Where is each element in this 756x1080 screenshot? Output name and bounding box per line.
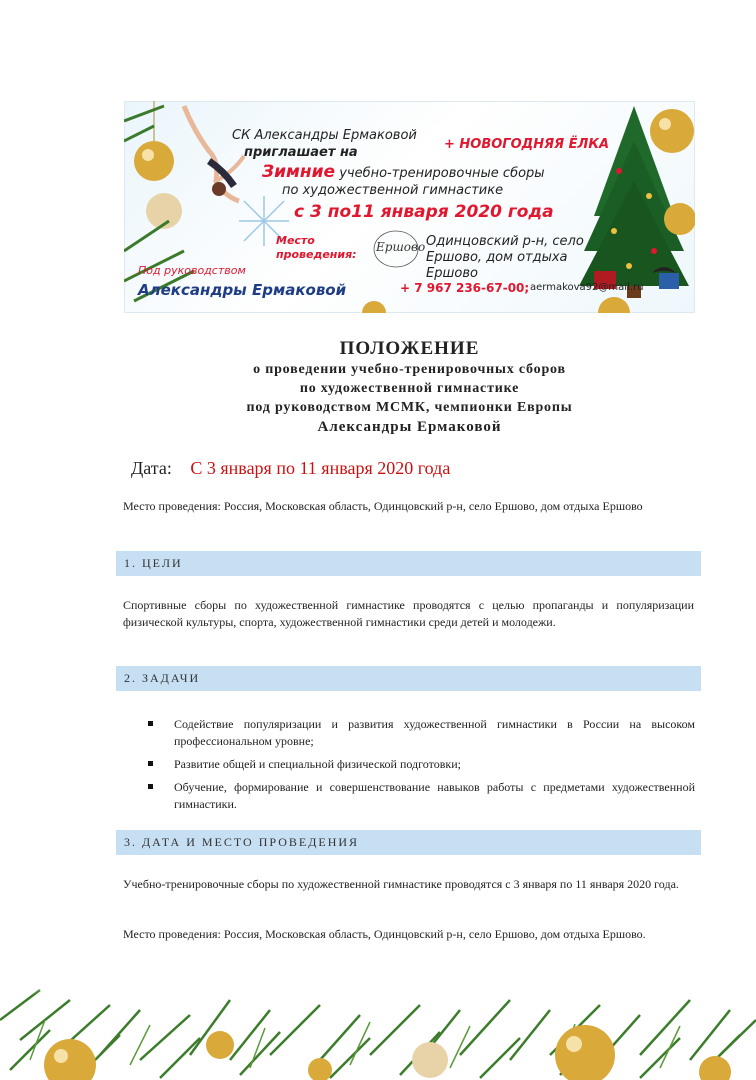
section-heading-goals: 1. ЦЕЛИ <box>116 551 701 576</box>
banner-email: aermakova92@mail.ru <box>530 282 644 293</box>
list-item <box>148 756 695 773</box>
list-item <box>148 716 695 750</box>
date-row <box>131 458 450 479</box>
dates-text: Учебно-тренировочные сборы по художественной гимнастике проводятся с 3 января по 11 января 2020 года. <box>123 877 679 891</box>
banner-phone: + 7 967 236-67-00; <box>400 281 530 295</box>
venue-logo <box>372 229 426 269</box>
gymnast-figure <box>184 106 244 201</box>
title-line-2: по художественной гимнастике <box>299 381 520 396</box>
venue-logo-text: Ершово <box>376 240 426 254</box>
banner-dates: с 3 по11 января 2020 года <box>294 202 554 222</box>
tasks-list <box>148 716 695 819</box>
place-text: Место проведения: Россия, Московская область, Одинцовский р-н, село Ершово, дом отдыха Ершово. <box>123 927 646 941</box>
bullet-icon <box>148 784 153 789</box>
task-text: Содействие популяризации и развития художественной гимнастики в России на высоком профессиональном уровне; <box>174 717 695 748</box>
banner-discipline: по художественной гимнастике <box>282 183 504 198</box>
banner-place-label: Место проведения: <box>276 234 357 261</box>
banner-address: Одинцовский р-н, село Ершово, дом отдыха Ершово <box>426 234 584 281</box>
banner-under: Под руководством <box>138 264 246 277</box>
title-line-3: под руководством МСМК, чемпионки Европы <box>246 400 573 415</box>
banner-new-year-tree: + НОВОГОДНЯЯ ЁЛКА <box>444 137 610 152</box>
task-text: Обучение, формирование и совершенствование навыков работы с предметами художественной гимнастики. <box>174 780 695 811</box>
banner-club: СК Александры Ермаковой <box>232 128 417 143</box>
title-name: Александры Ермаковой <box>317 419 502 435</box>
pine-garland-decoration <box>0 960 756 1080</box>
bullet-icon <box>148 761 153 766</box>
date-value: С 3 января по 11 января 2020 года <box>190 458 451 478</box>
place-intro: Место проведения: Россия, Московская область, Одинцовский р-н, село Ершово, дом отдыха Ершово <box>123 499 643 513</box>
banner-camp-line <box>262 162 545 182</box>
list-item <box>148 779 695 813</box>
title-line-1: о проведении учебно-тренировочных сборов <box>253 362 566 377</box>
task-text: Развитие общей и специальной физической подготовки; <box>174 757 461 771</box>
title-main: ПОЛОЖЕНИЕ <box>339 338 480 359</box>
event-banner <box>124 101 695 313</box>
banner-camp-text: учебно-тренировочные сборы <box>339 166 545 181</box>
gold-bauble-left <box>134 141 174 181</box>
banner-winter: Зимние <box>262 162 336 182</box>
date-label: Дата: <box>131 458 172 478</box>
gold-bauble-right <box>650 109 694 153</box>
section-heading-date-place: 3. ДАТА И МЕСТО ПРОВЕДЕНИЯ <box>116 830 701 855</box>
document-title <box>124 338 695 437</box>
section-heading-tasks: 2. ЗАДАЧИ <box>116 666 701 691</box>
goals-text: Спортивные сборы по художественной гимнастике проводятся с целью пропаганды и популяризации физической культуры, спорта, художественной гимнастики среди детей и молодежи. <box>123 598 694 629</box>
bullet-icon <box>148 721 153 726</box>
banner-invites: приглашает на <box>244 145 358 160</box>
banner-coach: Александры Ермаковой <box>138 281 347 299</box>
